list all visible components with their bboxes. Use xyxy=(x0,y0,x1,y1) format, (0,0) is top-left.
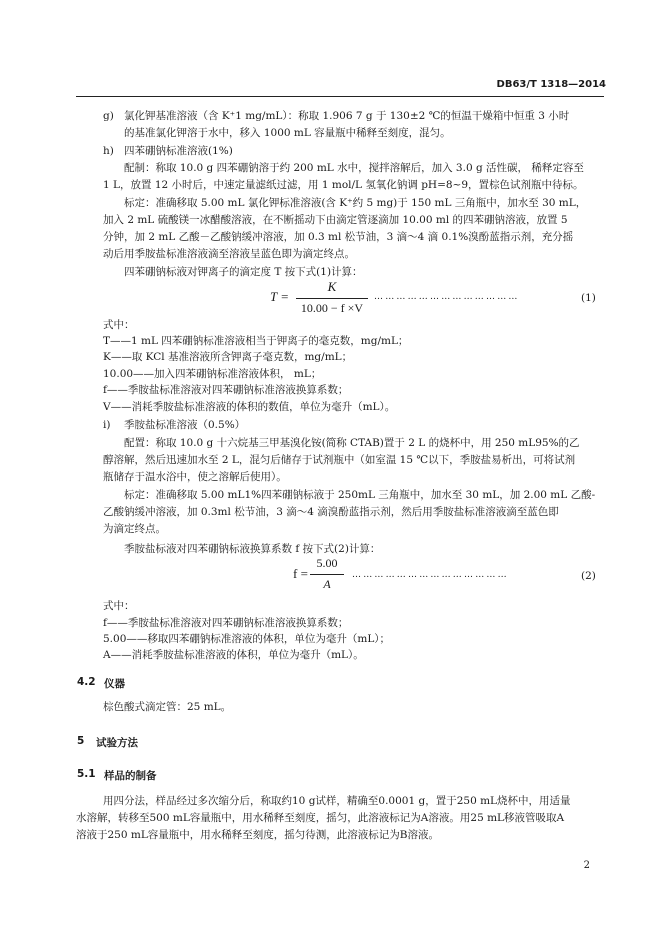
header-rule xyxy=(76,96,604,97)
formula-1-intro: 四苯硼钠标液对钾离子的滴定度 T 按下式(1)计算： xyxy=(124,266,363,278)
formula-1-leader-dots: ………………………………… xyxy=(374,292,520,302)
section-4-2-body: 棕色酸式滴定管：25 mL。 xyxy=(103,701,232,713)
section-5-1-line: 溶液于250 mL容量瓶中，用水稀释至刻度，摇匀待测，此溶液标记为B溶液。 xyxy=(76,829,440,841)
item-i-title: 季胺盐标准溶液（0.5%） xyxy=(124,419,246,431)
item-g-line: 的基准氯化钾溶于水中，移入 1000 mL 容量瓶中稀释至刻度，混匀。 xyxy=(124,127,451,139)
item-g-marker: g) xyxy=(103,110,114,122)
item-h-title: 四苯硼钠标准溶液(1%) xyxy=(124,145,233,157)
page-number: 2 xyxy=(583,860,590,871)
formula-1-lhs: T = xyxy=(270,289,290,304)
variable-definition: K——取 KCl 基准溶液所含钾离子毫克数，mg/mL； xyxy=(103,351,353,363)
section-4-2-title: 仪器 xyxy=(104,678,125,690)
item-h-std-line: 标定：准确移取 5.00 mL 氯化钾标准溶液(含 K⁺约 5 mg)于 150 mL 三角瓶中，加水至 30 mL， xyxy=(124,197,587,209)
section-5-number: 5 xyxy=(77,735,85,747)
variable-definition: T——1 mL 四苯硼钠标准溶液相当于钾离子的毫克数，mg/mL； xyxy=(103,335,409,347)
item-i-prep-line: 瓶储存于温水浴中，使之溶解后使用）。 xyxy=(103,471,287,483)
section-4-2-number: 4.2 xyxy=(77,676,96,688)
formula-2-leader-dots: …………………………………… xyxy=(352,570,509,580)
section-5-title: 试验方法 xyxy=(96,737,138,749)
item-h-prep-line: 配制：称取 10.0 g 四苯硼钠溶于约 200 mL 水中，搅拌溶解后，加入 3.0 g 活性碳， 稀释定容至 xyxy=(124,162,584,174)
variable-definition: A——消耗季胺盐标准溶液的体积，单位为毫升（mL）。 xyxy=(103,649,364,661)
section-5-1-title: 样品的制备 xyxy=(104,770,157,782)
item-i-prep-line: 配置：称取 10.0 g 十六烷基三甲基溴化铵(简称 CTAB)置于 2 L 的烧杯中，用 250 mL95%的乙 xyxy=(124,437,580,449)
document-id: DB63/T 1318—2014 xyxy=(496,79,606,90)
formula-1-number: (1) xyxy=(581,292,596,304)
variable-definition: f——季胺盐标准溶液对四苯硼钠标准溶液换算系数； xyxy=(103,384,349,396)
formula-2-denominator: A xyxy=(323,577,331,591)
formula-2-fraction-bar xyxy=(310,574,344,575)
item-g-line: 氯化钾基准溶液（含 K⁺1 mg/mL）：称取 1.906 7 g 于 130±2 ℃的恒温干燥箱中恒重 3 小时 xyxy=(124,110,570,122)
item-h-std-line: 动后用季胺盐标准溶液滴至溶液呈蓝色即为滴定终点。 xyxy=(103,248,355,260)
formula-1-denominator: 10.00 − f ×V xyxy=(300,301,364,315)
formula-2-numerator: 5.00 xyxy=(316,556,338,570)
section-5-1-number: 5.1 xyxy=(77,768,96,780)
formula-1-fraction-bar xyxy=(296,298,368,299)
item-i-std-line: 标定：准确移取 5.00 mL1%四苯硼钠标液于 250mL 三角瓶中，加水至 30 mL，加 2.00 mL 乙酸- xyxy=(124,489,596,501)
item-i-marker: i) xyxy=(103,419,111,431)
where-label: 式中： xyxy=(103,600,135,612)
item-h-std-line: 加入 2 mL 硫酸镁一冰醋酸溶液，在不断摇动下由滴定管逐滴加 10.00 ml 的四苯硼钠溶液，放置 5 xyxy=(103,214,568,226)
section-5-1-line: 用四分法，样品经过多次缩分后，称取约10 g试样，精确至0.0001 g，置于250 mL烧杯中，用适量 xyxy=(103,795,571,807)
formula-1-numerator: K xyxy=(327,279,337,294)
item-h-prep-line: 1 L，放置 12 小时后，中速定量滤纸过滤，用 1 mol/L 氢氧化钠调 pH=8~9，置棕色试剂瓶中待标。 xyxy=(103,179,584,191)
formula-2-intro: 季胺盐标液对四苯硼钠标液换算系数 f 按下式(2)计算： xyxy=(124,543,381,555)
item-h-std-line: 分钟，加 2 mL 乙酸－乙酸钠缓冲溶液，加 0.3 ml 松节油，3 滴～4 滴 0.1%溴酚蓝指示剂，充分摇 xyxy=(103,231,574,243)
where-label: 式中： xyxy=(103,319,135,331)
item-h-marker: h) xyxy=(103,145,114,157)
section-5-1-line: 水溶解，转移至500 mL容量瓶中，用水稀释至刻度，摇匀，此溶液标记为A溶液。用25 mL移液管吸取A xyxy=(76,812,565,824)
item-i-prep-line: 醇溶解，然后迅速加水至 2 L，混匀后储存于试剂瓶中（如室温 15 ℃以下，季胺盐易析出，可将试剂 xyxy=(103,454,576,466)
variable-definition: 5.00——移取四苯硼钠标准溶液的体积，单位为毫升（mL）； xyxy=(103,633,391,645)
variable-definition: f——季胺盐标准溶液对四苯硼钠标准溶液换算系数； xyxy=(103,617,349,629)
variable-definition: 10.00——加入四苯硼钠标准溶液体积， mL； xyxy=(103,368,322,380)
formula-2-lhs: f = xyxy=(293,566,308,581)
variable-definition: V——消耗季胺盐标准溶液的体积的数值，单位为毫升（mL）。 xyxy=(103,401,396,413)
formula-2-number: (2) xyxy=(581,570,596,582)
item-i-std-line: 乙酸钠缓冲溶液，加 0.3ml 松节油，3 滴～4 滴溴酚蓝指示剂，然后用季胺盐标准溶液滴至蓝色即 xyxy=(103,506,559,518)
item-i-std-line: 为滴定终点。 xyxy=(103,523,166,535)
